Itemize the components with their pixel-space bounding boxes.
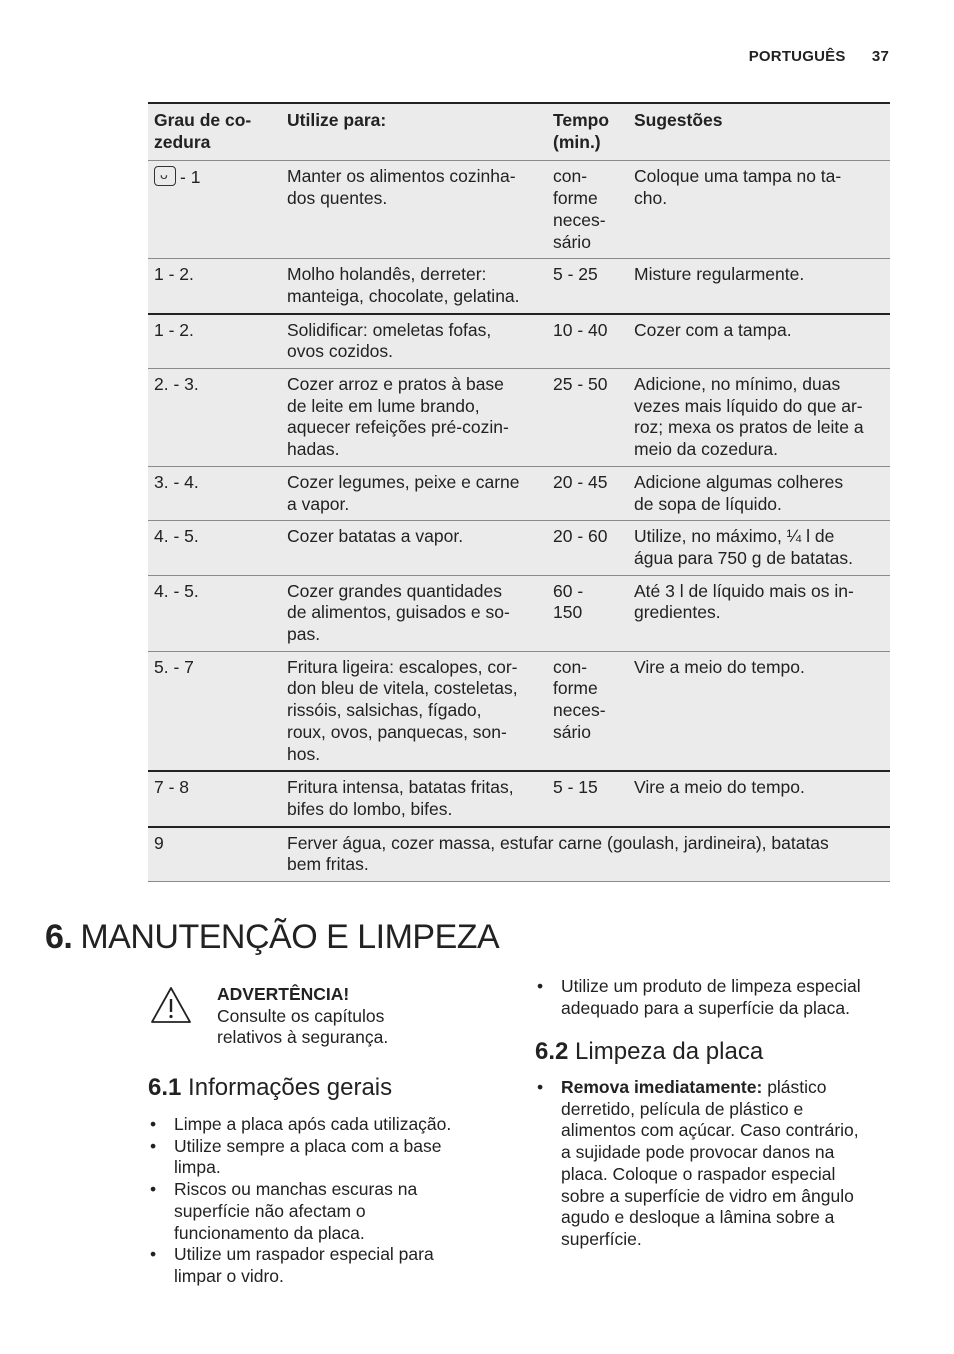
table-cell-level: 9	[154, 832, 164, 853]
general-info-list	[148, 1114, 488, 1288]
table-header-row	[148, 103, 890, 161]
list-item: • Utilize um produto de limpeza especial adequado para a superfície da placa.	[535, 976, 895, 1019]
table-cell-tip	[628, 259, 890, 314]
table-cell-level	[148, 575, 281, 651]
cell-text: Fritura ligeira: escalopes, cor- don bleu de vitela, costeletas, rissóis, salsichas, fígado, roux, ovos, panquecas, son- hos.	[287, 656, 518, 764]
table-cell-time	[547, 259, 628, 314]
table-cell-level	[148, 259, 281, 314]
cell-text: con- forme neces- sário	[553, 656, 606, 742]
cell-text: Vire a meio do tempo.	[634, 777, 805, 798]
table-cell-use	[281, 161, 547, 259]
list-item	[535, 1077, 895, 1251]
language-label: PORTUGUÊS	[748, 48, 846, 65]
table-row	[148, 259, 890, 314]
table-cell-use	[281, 466, 547, 520]
cell-text: Cozer com a tampa.	[634, 319, 792, 340]
table-row	[148, 466, 890, 520]
table-cell-tip	[628, 161, 890, 259]
cell-text: Utilize, no máximo, ¼ l de água para 750 g de batatas.	[634, 526, 853, 568]
subsection-number: 6.2	[535, 1038, 569, 1065]
table-cell-level	[148, 369, 281, 467]
cooking-levels-table	[148, 102, 890, 882]
cell-text: 4. - 5.	[154, 580, 199, 601]
subsection-title: Informações gerais	[188, 1074, 393, 1101]
subsection-number: 6.1	[148, 1074, 182, 1101]
table-cell-time	[547, 651, 628, 771]
table-cell-tip	[628, 521, 890, 575]
cell-text: 3. - 4.	[154, 471, 199, 492]
cell-text: 4. - 5.	[154, 526, 199, 547]
table-cell-tip	[628, 369, 890, 467]
table-cell-level	[148, 314, 281, 369]
cell-text: Cozer legumes, peixe e carne a vapor.	[287, 471, 520, 514]
cell-text: Adicione, no mínimo, duas vezes mais líquido do que ar- roz; mexa os pratos de leite a meio da cozedura.	[634, 374, 864, 460]
list-item-emphasis: Remova imediatamente:	[561, 1077, 763, 1097]
cell-text: 5 - 15	[553, 777, 598, 798]
warning-box	[150, 984, 470, 1049]
table-cell-tip	[628, 575, 890, 651]
page-header	[749, 48, 889, 65]
cell-text: - 1	[180, 167, 201, 188]
table-cell-use	[281, 369, 547, 467]
table-cell-use	[281, 771, 547, 826]
list-item: • Limpe a placa após cada utilização.	[148, 1114, 488, 1136]
cell-text: 10 - 40	[553, 319, 608, 340]
cell-text: Fritura intensa, batatas fritas, bifes do lombo, bifes.	[287, 777, 514, 819]
header-use: Utilize para:	[287, 110, 387, 130]
table-row	[148, 651, 890, 771]
table-cell-use	[281, 259, 547, 314]
table-row	[148, 771, 890, 826]
page-number: 37	[871, 48, 889, 65]
warning-text: Consulte os capítulos relativos à segurança.	[217, 1005, 389, 1048]
cell-text: 20 - 45	[553, 471, 608, 492]
table-row	[148, 521, 890, 575]
table-cell-tip	[628, 466, 890, 520]
cell-text: 2. - 3.	[154, 374, 199, 395]
cell-text: Adicione algumas colheres de sopa de líquido.	[634, 471, 844, 514]
cell-text: con- forme neces- sário	[553, 166, 606, 252]
list-item-text: plástico derretido, película de plástico e alimentos com açúcar. Caso contrário, a sujidade pode provocar danos na placa. Coloque o raspador especial sobre a superfície de vidro em ângulo agudo e desloque a lâmina sobre a superfície.	[561, 1077, 859, 1249]
cell-text: 25 - 50	[553, 374, 608, 395]
table-cell-tip	[628, 771, 890, 826]
table-cell-time	[547, 314, 628, 369]
table-row	[148, 314, 890, 369]
table-cell-tip	[628, 314, 890, 369]
cell-text: Molho holandês, derreter: manteiga, chocolate, gelatina.	[287, 264, 520, 306]
table-cell-tip	[628, 651, 890, 771]
table-cell-level	[148, 161, 281, 259]
cell-text: Misture regularmente.	[634, 264, 805, 285]
header-level: Grau de co- zedura	[154, 110, 252, 152]
section-number: 6.	[45, 918, 73, 956]
cell-text: Cozer arroz e pratos à base de leite em lume brando, aquecer refeições pré-cozin- hadas.	[287, 374, 509, 460]
table-cell-time	[547, 369, 628, 467]
cell-text: 1 - 2.	[154, 319, 194, 340]
cell-text: Solidificar: omeletas fofas, ovos cozidos.	[287, 319, 492, 362]
table-cell-time	[547, 161, 628, 259]
cell-text: Cozer grandes quantidades de alimentos, guisados e so- pas.	[287, 580, 510, 645]
header-tips: Sugestões	[634, 110, 723, 130]
cell-text: 5. - 7	[154, 656, 194, 677]
table-row	[148, 161, 890, 259]
cell-text: Cozer batatas a vapor.	[287, 526, 464, 547]
table-cell-time	[547, 521, 628, 575]
table-cell-use	[281, 521, 547, 575]
cell-text: 1 - 2.	[154, 264, 194, 285]
list-item: • Riscos ou manchas escuras na superfície não afectam o funcionamento da placa.	[148, 1179, 488, 1244]
table-cell-time	[547, 771, 628, 826]
cell-text: 60 - 150	[553, 580, 584, 623]
table-cell-level	[148, 521, 281, 575]
table-row	[148, 575, 890, 651]
header-time: Tempo (min.)	[553, 110, 610, 152]
table-row	[148, 369, 890, 467]
cell-text: Manter os alimentos cozinha- dos quentes.	[287, 166, 516, 209]
cell-text: Vire a meio do tempo.	[634, 656, 805, 677]
cell-text: Coloque uma tampa no ta- cho.	[634, 166, 842, 209]
table-cell-level	[148, 651, 281, 771]
cell-text: 20 - 60	[553, 526, 608, 547]
cleaning-list	[535, 1077, 895, 1251]
subsection-6-1-heading	[148, 1074, 392, 1102]
table-cell-time	[547, 575, 628, 651]
table-cell-use: Ferver água, cozer massa, estufar carne (goulash, jardineira), batatas bem fritas.	[287, 832, 829, 875]
list-item: • Utilize sempre a placa com a base limpa.	[148, 1136, 488, 1179]
section-title: MANUTENÇÃO E LIMPEZA	[80, 918, 500, 956]
table-cell-use	[281, 651, 547, 771]
table-cell-time	[547, 466, 628, 520]
warning-title: ADVERTÊNCIA!	[217, 984, 350, 1004]
table-cell-level	[148, 466, 281, 520]
list-item: • Utilize um raspador especial para limpar o vidro.	[148, 1244, 488, 1287]
cell-text: Até 3 l de líquido mais os in- gredientes.	[634, 580, 854, 623]
table-cell-use	[281, 575, 547, 651]
table-cell-level	[148, 771, 281, 826]
table-row	[148, 827, 890, 882]
right-column-list	[535, 976, 895, 1019]
keep-warm-icon	[154, 166, 176, 186]
warning-triangle-icon	[150, 986, 192, 1024]
subsection-6-2-heading	[535, 1038, 763, 1066]
cell-text: 5 - 25	[553, 264, 598, 285]
section-heading	[45, 918, 499, 957]
cell-text: 7 - 8	[154, 777, 190, 798]
subsection-title: Limpeza da placa	[575, 1038, 764, 1065]
table-cell-use	[281, 314, 547, 369]
